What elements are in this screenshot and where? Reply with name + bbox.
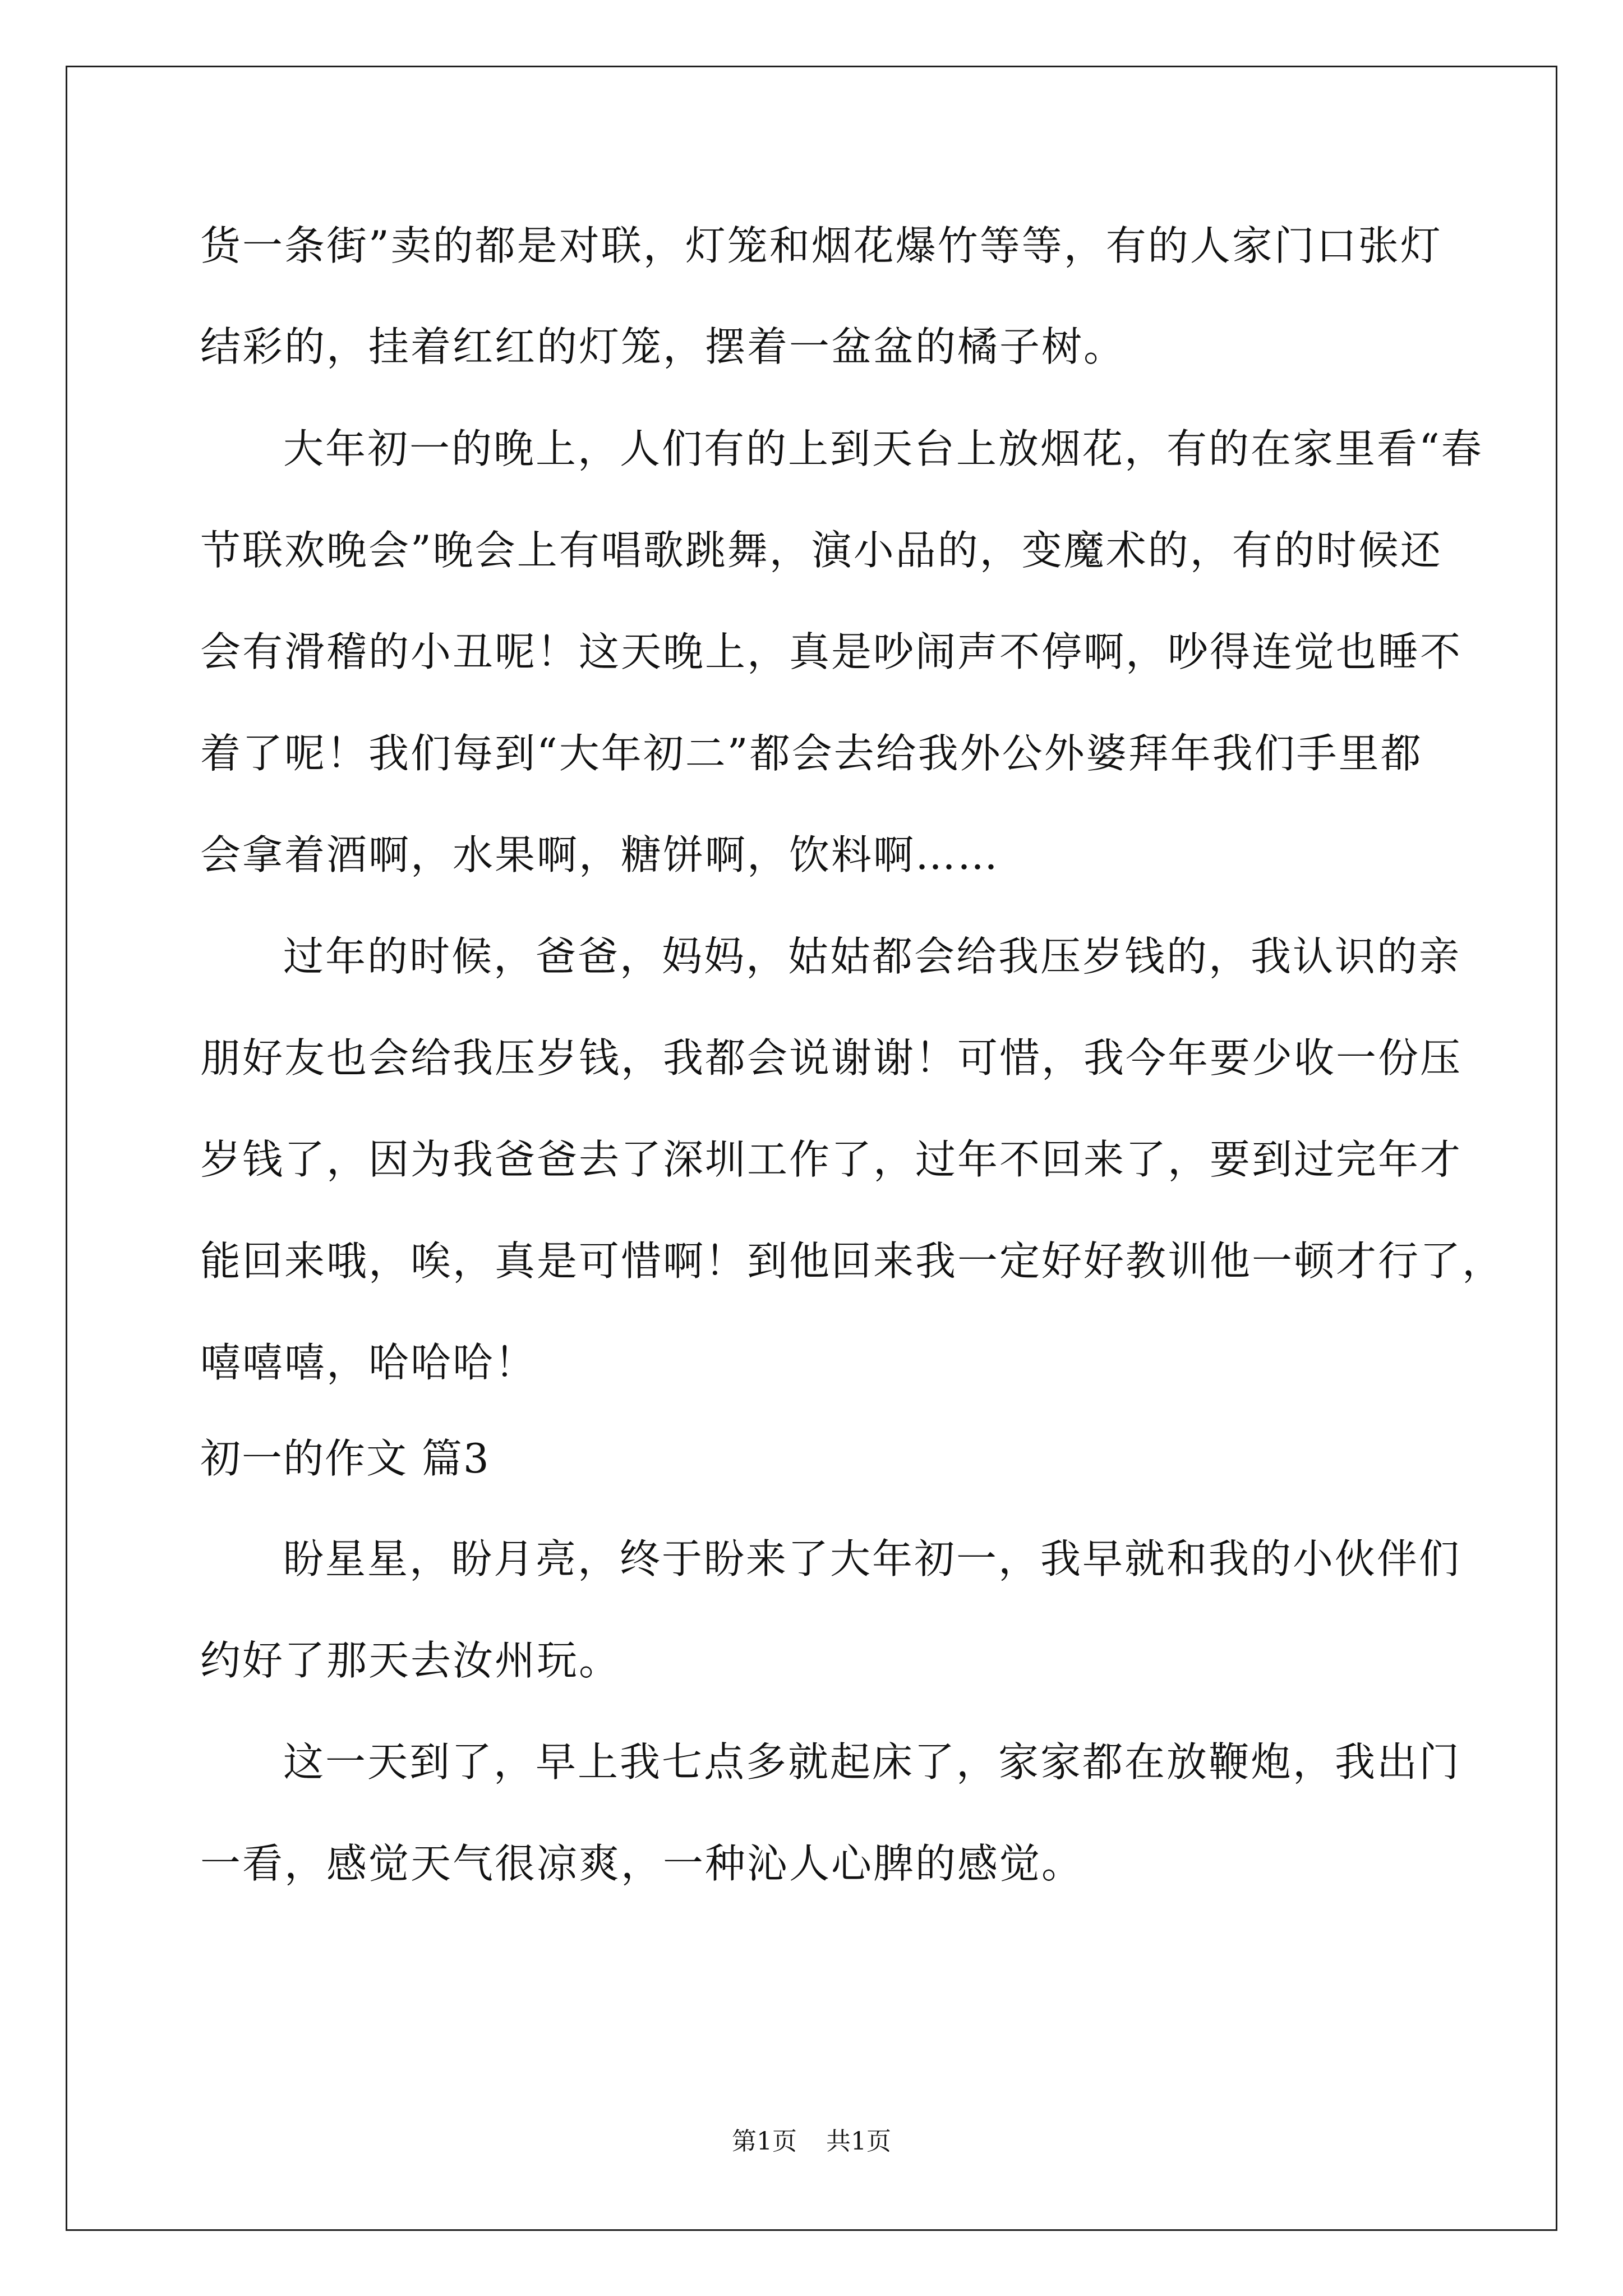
paragraph-2-line-3: 会有滑稽的小丑呢！这天晚上，真是吵闹声不停啊，吵得连觉也睡不 [200, 628, 1463, 675]
paragraph-4-line-2: 约好了那天去汝州玩。 [200, 1637, 621, 1684]
page-total: 共1页 [826, 2127, 891, 2156]
paragraph-3-line-2: 朋好友也会给我压岁钱，我都会说谢谢！可惜，我今年要少收一份压 [200, 1034, 1463, 1082]
page-number: 第1页 [732, 2127, 797, 2156]
section-heading: 初一的作文 篇3 [200, 1435, 490, 1482]
page-footer [0, 2126, 1623, 2157]
paragraph-3-line-4: 能回来哦，唉，真是可惜啊！到他回来我一定好好教训他一顿才行了， [200, 1237, 1505, 1285]
paragraph-4-line-1: 盼星星，盼月亮，终于盼来了大年初一，我早就和我的小伙伴们 [283, 1535, 1461, 1582]
paragraph-2-line-1: 大年初一的晚上，人们有的上到天台上放烟花，有的在家里看“春 [283, 425, 1483, 472]
paragraph-3-line-5: 嘻嘻嘻，哈哈哈！ [200, 1339, 537, 1386]
paragraph-3-line-3: 岁钱了，因为我爸爸去了深圳工作了，过年不回来了，要到过完年才 [200, 1136, 1463, 1183]
paragraph-5-line-1: 这一天到了，早上我七点多就起床了，家家都在放鞭炮，我出门 [283, 1738, 1461, 1786]
paragraph-2-line-2: 节联欢晚会”晚会上有唱歌跳舞，演小品的，变魔术的，有的时候还 [200, 527, 1442, 574]
paragraph-1-line-2: 结彩的，挂着红红的灯笼，摆着一盆盆的橘子树。 [200, 323, 1126, 370]
paragraph-2-line-5: 会拿着酒啊，水果啊，糖饼啊，饮料啊…… [200, 831, 1000, 878]
paragraph-1-line-1: 货一条街”卖的都是对联，灯笼和烟花爆竹等等，有的人家门口张灯 [200, 222, 1442, 269]
paragraph-2-line-4: 着了呢！我们每到“大年初二”都会去给我外公外婆拜年我们手里都 [200, 730, 1423, 777]
paragraph-5-line-2: 一看，感觉天气很凉爽，一种沁人心脾的感觉。 [200, 1840, 1084, 1887]
paragraph-3-line-1: 过年的时候，爸爸，妈妈，姑姑都会给我压岁钱的，我认识的亲 [283, 933, 1461, 980]
